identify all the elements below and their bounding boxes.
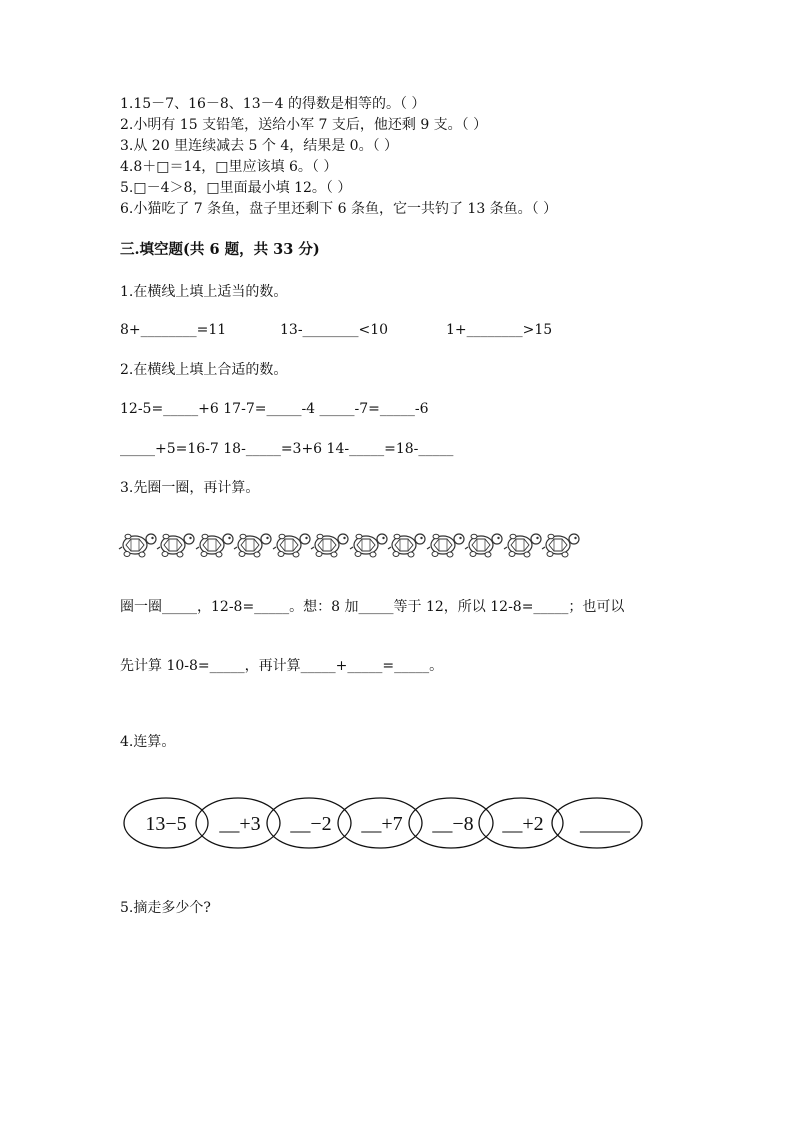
turtle-row	[118, 527, 588, 563]
judge-item-3: 3.从 20 里连续减去 5 个 4，结果是 0。（ ）	[120, 138, 399, 154]
chain-text-7: _____	[580, 813, 630, 835]
q2-line-2: _____+5=16-7 18-_____=3+6 14-_____=18-_____	[120, 441, 454, 457]
q3-line-1: 圈一圈_____，12-8=_____。想：8 加_____等于 12，所以 12-8=_____；也可以	[120, 599, 625, 615]
chain-text-6: __+2	[502, 813, 544, 835]
chain-text-2: __+3	[219, 813, 261, 835]
q1-item-1: 8+________=11	[120, 322, 227, 338]
calc-chain	[120, 795, 650, 851]
chain-text-3: __−2	[290, 813, 332, 835]
chain-text-1: 13−5	[145, 813, 187, 835]
q2-prompt: 2.在横线上填上合适的数。	[120, 362, 288, 378]
judge-item-2: 2.小明有 15 支铅笔，送给小军 7 支后，他还剩 9 支。（ ）	[120, 117, 488, 133]
q1-item-2: 13-________<10	[280, 322, 389, 338]
judge-item-1: 1.15－7、16－8、13－4 的得数是相等的。（ ）	[120, 96, 426, 112]
judge-item-4: 4.8＋□＝14，□里应该填 6。（ ）	[120, 159, 338, 175]
q1-prompt: 1.在横线上填上适当的数。	[120, 284, 288, 300]
q4-prompt: 4.连算。	[120, 734, 176, 750]
q1-item-3: 1+________>15	[446, 322, 553, 338]
q3-prompt: 3.先圈一圈，再计算。	[120, 480, 260, 496]
q5-prompt: 5.摘走多少个?	[120, 900, 211, 916]
judge-item-5: 5.□－4＞8，□里面最小填 12。（ ）	[120, 180, 352, 196]
chain-text-5: __−8	[432, 813, 474, 835]
q3-line-2: 先计算 10-8=_____，再计算_____+_____=_____。	[120, 658, 444, 674]
section-title: 三.填空题(共 6 题，共 33 分)	[120, 241, 320, 258]
judge-item-6: 6.小猫吃了 7 条鱼，盘子里还剩下 6 条鱼，它一共钓了 13 条鱼。（ ）	[120, 201, 558, 217]
q2-line-1: 12-5=_____+6 17-7=_____-4 _____-7=_____-6	[120, 401, 429, 417]
chain-text-4: __+7	[361, 813, 403, 835]
